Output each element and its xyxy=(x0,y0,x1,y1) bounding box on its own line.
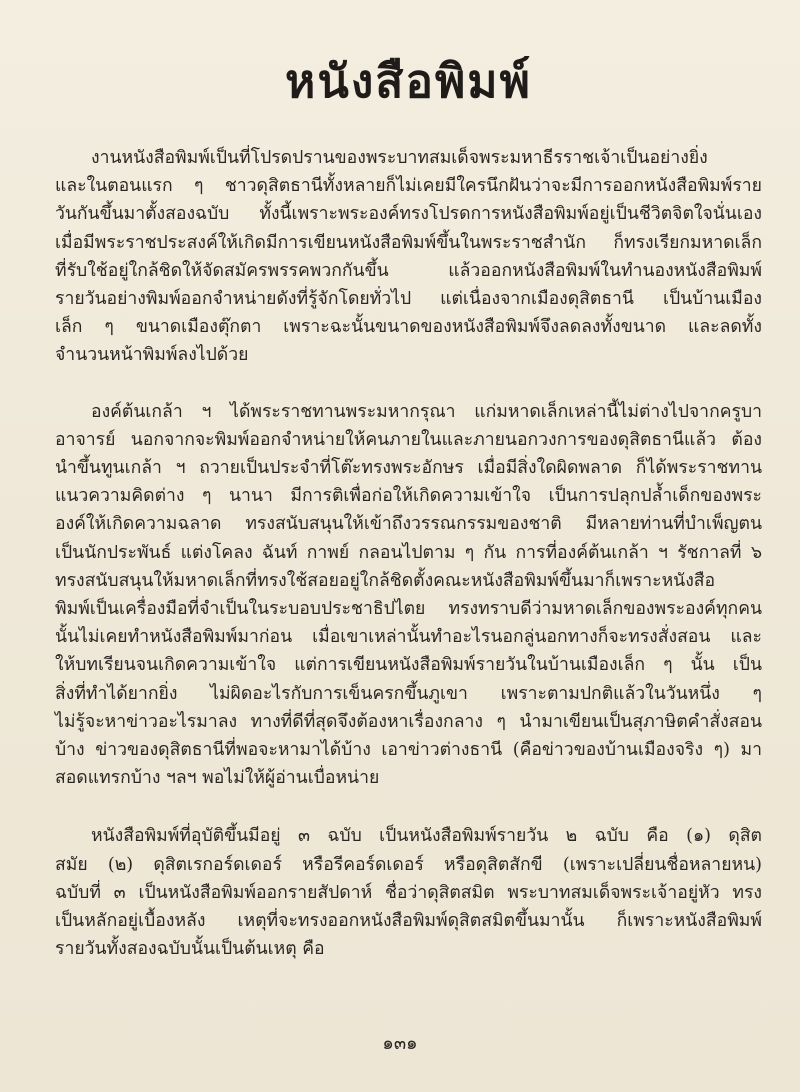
text-line: แนวความคิดต่าง ๆ นานา มีการติเพื่อก่อให้เกิดความเข้าใจ เป็นการปลุกปล้ำเด็กของพระ xyxy=(55,486,762,507)
paragraph-1 xyxy=(55,144,762,370)
page-number: ๑๓๑ xyxy=(382,1033,418,1054)
text-line: วันกันขึ้นมาตั้งสองฉบับ ทั้งนี้เพราะพระองค์ทรงโปรดการหนังสือพิมพ์อยู่เป็นชีวิตจิตใจนั่นเอง xyxy=(55,204,762,225)
paragraph-2 xyxy=(55,398,762,793)
text-line: และในตอนแรก ๆ ชาวดุสิตธานีทั้งหลายก็ไม่เคยมีใครนึกฝันว่าจะมีการออกหนังสือพิมพ์ราย xyxy=(55,176,762,197)
text-line: ทรงสนับสนุนให้มหาดเล็กที่ทรงใช้สอยอยู่ใกล้ชิดตั้งคณะหนังสือพิมพ์ขึ้นมาก็เพราะหนังสือ xyxy=(55,570,716,591)
text-line: งานหนังสือพิมพ์เป็นที่โปรดปรานของพระบาทสมเด็จพระมหาธีรราชเจ้าเป็นอย่างยิ่ง xyxy=(91,148,708,168)
text-line: นั้นไม่เคยทำหนังสือพิมพ์มาก่อน เมื่อเขาเหล่านั้นทำอะไรนอกลู่นอกทางก็จะทรงสั่งสอน และ xyxy=(55,627,762,648)
text-line: สมัย (๒) ดุสิตเรกอร์ดเดอร์ หรือรีคอร์ดเดอร์ หรือดุสิตสักขี (เพราะเปลี่ยนชื่อหลายหน) xyxy=(55,854,762,875)
text-line: เป็นนักประพันธ์ แต่งโคลง ฉันท์ กาพย์ กลอนไปตาม ๆ กัน การที่องค์ต้นเกล้า ฯ รัชกาลที่ ๖ xyxy=(55,542,762,563)
text-line: อาจารย์ นอกจากจะพิมพ์ออกจำหน่ายให้คนภายในและภายนอกวงการของดุสิตธานีแล้ว ต้อง xyxy=(55,429,762,450)
text-line: สอดแทรกบ้าง ฯลฯ พอไม่ให้ผู้อ่านเบื่อหน่าย xyxy=(55,768,380,789)
text-line: เมื่อมีพระราชประสงค์ให้เกิดมีการเขียนหนังสือพิมพ์ขึ้นในพระราชสำนัก ก็ทรงเรียกมหาดเล็ก xyxy=(55,232,762,253)
text-line: องค์ให้เกิดความฉลาด ทรงสนับสนุนให้เข้าถึงวรรณกรรมของชาติ มีหลายท่านที่บำเพ็ญตน xyxy=(55,514,762,535)
text-line: ให้บทเรียนจนเกิดความเข้าใจ แต่การเขียนหนังสือพิมพ์รายวันในบ้านเมืองเล็ก ๆ นั้น เป็น xyxy=(55,655,762,676)
text-line: จำนวนหน้าพิมพ์ลงไปด้วย xyxy=(55,345,249,366)
text-line: ฉบับที่ ๓ เป็นหนังสือพิมพ์ออกรายสัปดาห์ ชื่อว่าดุสิตสมิต พระบาทสมเด็จพระเจ้าอยู่หัว ทรง xyxy=(55,882,762,903)
page-title: หนังสือพิมพ์ xyxy=(285,54,532,108)
text-line: นำขึ้นทูนเกล้า ฯ ถวายเป็นประจำที่โต๊ะทรงพระอักษร เมื่อมีสิ่งใดผิดพลาด ก็ได้พระราชทาน xyxy=(55,458,762,479)
text-line: สิ่งที่ทำได้ยากยิ่ง ไม่ผิดอะไรกับการเข็นครกขึ้นภูเขา เพราะตามปกติแล้วในวันหนึ่ง ๆ xyxy=(55,683,762,704)
text-line: พิมพ์เป็นเครื่องมือที่จำเป็นในระบอบประชาธิปไตย ทรงทราบดีว่ามหาดเล็กของพระองค์ทุกคน xyxy=(55,599,762,620)
text-line: หนังสือพิมพ์ที่อุบัติขึ้นมีอยู่ ๓ ฉบับ เป็นหนังสือพิมพ์รายวัน ๒ ฉบับ คือ (๑) ดุสิต xyxy=(91,826,762,847)
text-line: บ้าง ข่าวของดุสิตธานีที่พอจะหามาได้บ้าง เอาข่าวต่างธานี (คือข่าวของบ้านเมืองจริง ๆ) มา xyxy=(55,740,762,761)
text-line: เล็ก ๆ ขนาดเมืองตุ๊กตา เพราะฉะนั้นขนาดของหนังสือพิมพ์จึงลดลงทั้งขนาด และลดทั้ง xyxy=(55,317,762,338)
text-line: รายวันอย่างพิมพ์ออกจำหน่ายดังที่รู้จักโดยทั่วไป แต่เนื่องจากเมืองดุสิตธานี เป็นบ้านเมือง xyxy=(55,289,762,310)
text-line: องค์ต้นเกล้า ฯ ได้พระราชทานพระมหากรุณา แก่มหาดเล็กเหล่านี้ไม่ต่างไปจากครูบา xyxy=(91,401,762,422)
text-line: เป็นหลักอยู่เบื้องหลัง เหตุที่จะทรงออกหนังสือพิมพ์ดุสิตสมิตขึ้นมานั้น ก็เพราะหนังสือพิมพ์ xyxy=(55,911,762,932)
text-line: ที่รับใช้อยู่ใกล้ชิดให้จัดสมัครพรรคพวกกันขึ้น แล้วออกหนังสือพิมพ์ในทำนองหนังสือพิมพ์ xyxy=(55,260,762,281)
text-line: รายวันทั้งสองฉบับนั้นเป็นต้นเหตุ คือ xyxy=(55,939,325,960)
paragraph-3 xyxy=(55,822,762,963)
text-line: ไม่รู้จะหาข่าวอะไรมาลง ทางที่ดีที่สุดจึงต้องหาเรื่องกลาง ๆ นำมาเขียนเป็นสุภาษิตคำสั่งสอน xyxy=(55,711,762,732)
